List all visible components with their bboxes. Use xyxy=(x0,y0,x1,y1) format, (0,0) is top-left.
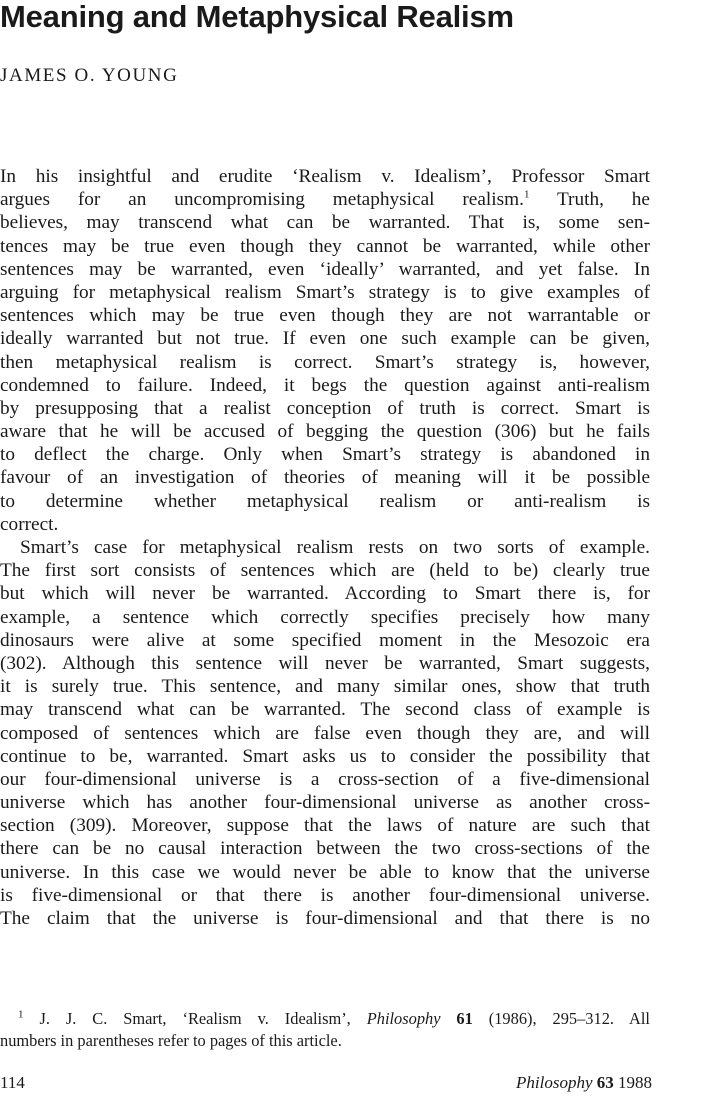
footnote-text: J. J. C. Smart, ‘Realism v. Idealism’, xyxy=(39,1009,367,1028)
footnote-journal-volume: 61 xyxy=(440,1009,473,1028)
journal-name: Philosophy xyxy=(516,1073,593,1092)
paragraph-2 xyxy=(0,536,650,930)
text-line: composed of sentences which are false even though they are, and will xyxy=(0,722,650,744)
article-author: JAMES O. YOUNG xyxy=(0,65,179,86)
article-title: Meaning and Metaphysical Realism xyxy=(0,0,514,34)
text-line: favour of an investigation of theories of meaning will it be possible xyxy=(0,467,650,489)
text-line: then metaphysical realism is correct. Smart’s strategy is, however, xyxy=(0,351,650,373)
footnote-line xyxy=(0,1008,650,1030)
text-line: condemned to failure. Indeed, it begs the question against anti-realism xyxy=(0,374,650,396)
text-line: The claim that the universe is four-dimensional and that there is no xyxy=(0,908,650,929)
paragraph-1 xyxy=(0,165,650,536)
text-line: universe which has another four-dimensional universe as another cross- xyxy=(0,792,650,814)
text-line: there can be no causal interaction between the two cross-sections of the xyxy=(0,838,650,860)
text-line: is five-dimensional or that there is another four-dimensional universe. xyxy=(0,884,650,906)
text-line: our four-dimensional universe is a cross-section of a five-dimensional xyxy=(0,768,650,790)
footnote-text: (1986), 295–312. All xyxy=(472,1009,650,1028)
page-number: 114 xyxy=(0,1073,25,1092)
text-line: may transcend what can be warranted. The second class of example is xyxy=(0,699,650,721)
text-line: universe. In this case we would never be able to know that the universe xyxy=(0,861,650,883)
journal-volume: 63 xyxy=(596,1073,614,1092)
text-line: but which will never be warranted. According to Smart there is, for xyxy=(0,583,650,605)
text-line: sentences may be warranted, even ‘ideally’ warranted, and yet false. In xyxy=(0,258,650,280)
text-line: correct. xyxy=(0,513,59,535)
text-line: ideally warranted but not true. If even one such example can be given, xyxy=(0,328,650,350)
text-line: aware that he will be accused of begging the question (306) but he fails xyxy=(0,421,650,443)
footnote-reference[interactable]: 1 xyxy=(523,188,530,201)
text-line: dinosaurs were alive at some specified moment in the Mesozoic era xyxy=(0,629,650,651)
text-line: to deflect the charge. Only when Smart’s strategy is abandoned in xyxy=(0,444,650,466)
text-line-with-footnote xyxy=(0,188,650,211)
text-line: by presupposing that a realist conception of truth is correct. Smart is xyxy=(0,397,650,419)
footnote-line: numbers in parentheses refer to pages of this article. xyxy=(0,1031,342,1050)
text-line: arguing for metaphysical realism Smart’s strategy is to give examples of xyxy=(0,281,650,303)
text-line: believes, may transcend what can be warranted. That is, some sen- xyxy=(0,212,650,234)
text-line: continue to be, warranted. Smart asks us to consider the possibility that xyxy=(0,745,650,767)
text-line-segment: Truth, he xyxy=(529,189,650,211)
journal-citation xyxy=(516,1073,652,1093)
footnote-marker: 1 xyxy=(18,1008,24,1021)
text-line: to determine whether metaphysical realism or anti-realism is xyxy=(0,490,650,512)
text-line: (302). Although this sentence will never be warranted, Smart suggests, xyxy=(0,652,650,674)
footnote-journal-name: Philosophy xyxy=(366,1009,441,1028)
text-line-segment: argues for an uncompromising metaphysical realism. xyxy=(0,189,524,211)
text-line: it is surely true. This sentence, and many similar ones, show that truth xyxy=(0,676,650,698)
text-line: In his insightful and erudite ‘Realism v. Idealism’, Professor Smart xyxy=(0,166,650,187)
journal-year: 1988 xyxy=(618,1073,652,1092)
footnote xyxy=(0,1008,650,1052)
text-line: The first sort consists of sentences which are (held to be) clearly true xyxy=(0,560,650,582)
text-line: sentences which may be true even though they are not warrantable or xyxy=(0,305,650,327)
text-line: example, a sentence which correctly specifies precisely how many xyxy=(0,606,650,628)
article-body xyxy=(0,165,650,930)
text-line: tences may be true even though they cannot be warranted, while other xyxy=(0,235,650,257)
text-line: Smart’s case for metaphysical realism rests on two sorts of example. xyxy=(20,537,650,558)
text-line: section (309). Moreover, suppose that the laws of nature are such that xyxy=(0,815,650,837)
